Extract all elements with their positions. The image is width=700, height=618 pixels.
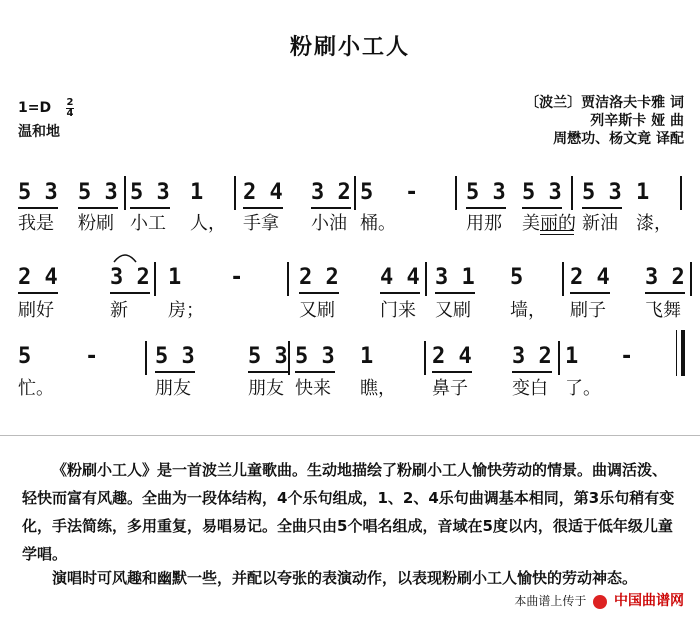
beam <box>380 292 420 294</box>
note: 4 4 <box>380 265 420 290</box>
note: 3 2 <box>110 265 150 290</box>
lyric: 房； <box>168 300 204 321</box>
description-paragraph-2: 演唱时可风趣和幽默一些，并配以夸张的表演动作，以表现粉刷小工人愉快的劳动神态。 <box>52 569 638 587</box>
rest-dash: - <box>230 265 244 290</box>
note: 5 3 <box>78 180 118 205</box>
beam <box>110 292 150 294</box>
note: 5 3 <box>466 180 506 205</box>
note: 1 <box>190 180 204 205</box>
barline <box>425 262 427 296</box>
rest-dash: - <box>620 344 634 369</box>
description-paragraph-1: 《粉刷小工人》是一首波兰儿童歌曲。生动地描绘了粉刷小工人愉快劳动的情景。曲调活泼、轻快而富有风趣。全曲为一段体结构，4个乐句组成，1、2、4乐句曲调基本相同，第3乐句稍有变化，手法简练，多用重复，易唱易记。全曲只由5个唱名组成，音域在5度以内，很适于低年级儿童学唱。 <box>22 461 675 563</box>
lyric: 变白 <box>512 378 548 399</box>
lyric: 小油 <box>311 213 347 234</box>
note: 5 3 <box>248 344 288 369</box>
lyric: 鼻子 <box>432 378 468 399</box>
section-divider <box>0 435 700 436</box>
note: 5 <box>18 344 32 369</box>
beam <box>435 292 475 294</box>
note: 2 4 <box>570 265 610 290</box>
barline <box>154 262 156 296</box>
barline <box>234 176 236 210</box>
lyric: 快来 <box>295 378 331 399</box>
barline <box>288 341 290 375</box>
lyricist-credit: 〔波兰〕贾洁洛夫卡雅 词 <box>525 95 684 111</box>
lyric: 人， <box>190 213 226 234</box>
source-footer <box>514 590 684 610</box>
beam <box>18 292 58 294</box>
lyric: 门来 <box>380 300 416 321</box>
note: 3 1 <box>435 265 475 290</box>
lyric: 用那 <box>466 213 502 234</box>
final-barline-thin <box>676 330 677 376</box>
barline <box>680 176 682 210</box>
rest-dash: - <box>405 180 419 205</box>
note: 5 3 <box>155 344 195 369</box>
lyric: 朋友 <box>248 378 284 399</box>
lyric: 朋友 <box>155 378 191 399</box>
lyric: 新 <box>110 300 128 321</box>
barline <box>690 262 692 296</box>
beam <box>299 292 339 294</box>
lyric: 忙。 <box>18 378 54 399</box>
beam <box>432 371 472 373</box>
lyric: 新油 <box>582 213 618 234</box>
note: 1 <box>565 344 579 369</box>
beam <box>645 292 685 294</box>
lyric: 飞舞 <box>645 300 681 321</box>
meter-top: 2 <box>66 97 74 108</box>
note: 5 3 <box>522 180 562 205</box>
lyric: 墙， <box>510 300 546 321</box>
note: 5 3 <box>18 180 58 205</box>
final-barline-thick <box>681 330 685 376</box>
note: 2 4 <box>18 265 58 290</box>
arranger-credit: 周懋功、杨文竟 译配 <box>553 131 684 147</box>
lyric: 漆， <box>636 213 672 234</box>
site-logo-icon <box>593 595 607 609</box>
note: 5 3 <box>130 180 170 205</box>
song-title: 粉刷小工人 <box>289 35 410 60</box>
barline <box>562 262 564 296</box>
lyric: 刷子 <box>570 300 606 321</box>
beam <box>570 292 610 294</box>
barline <box>145 341 147 375</box>
lyric: 瞧， <box>360 378 396 399</box>
beam <box>512 371 552 373</box>
lyric: 了。 <box>565 378 601 399</box>
note: 1 <box>360 344 374 369</box>
barline <box>124 176 126 210</box>
tempo-marking: 温和地 <box>18 124 60 140</box>
source-site-link[interactable]: 中国曲谱网 <box>614 593 684 609</box>
note: 1 <box>636 180 650 205</box>
note: 3 2 <box>512 344 552 369</box>
lyric: 小工 <box>130 213 166 234</box>
beam <box>295 371 335 373</box>
barline <box>287 262 289 296</box>
note: 2 4 <box>432 344 472 369</box>
barline <box>571 176 573 210</box>
lyric: 又刷 <box>435 300 471 321</box>
note: 5 <box>510 265 524 290</box>
meter-bottom: 4 <box>66 108 74 119</box>
note: 5 3 <box>582 180 622 205</box>
note: 5 3 <box>295 344 335 369</box>
rest-dash: - <box>85 344 99 369</box>
note: 3 2 <box>645 265 685 290</box>
key-signature: 1=D <box>18 100 52 116</box>
lyric: 我是 <box>18 213 54 234</box>
note: 3 2 <box>311 180 351 205</box>
lyric: 桶。 <box>360 213 396 234</box>
composer-credit: 列辛斯卡 娅 曲 <box>590 113 684 129</box>
barline <box>424 341 426 375</box>
source-prefix: 本曲谱上传于 <box>514 594 587 608</box>
lyric: 美丽的 <box>522 213 576 234</box>
barline <box>558 341 560 375</box>
note: 2 2 <box>299 265 339 290</box>
note: 1 <box>168 265 182 290</box>
lyric: 刷好 <box>18 300 54 321</box>
tie-slur <box>112 250 138 264</box>
note: 5 <box>360 180 374 205</box>
lyric-emphasis-underline <box>540 230 574 235</box>
note: 2 4 <box>243 180 283 205</box>
time-signature <box>66 98 74 119</box>
barline <box>354 176 356 210</box>
lyric: 手拿 <box>243 213 279 234</box>
lyric: 粉刷 <box>78 213 114 234</box>
lyric: 又刷 <box>299 300 335 321</box>
barline <box>455 176 457 210</box>
beam <box>155 371 195 373</box>
beam <box>248 371 288 373</box>
